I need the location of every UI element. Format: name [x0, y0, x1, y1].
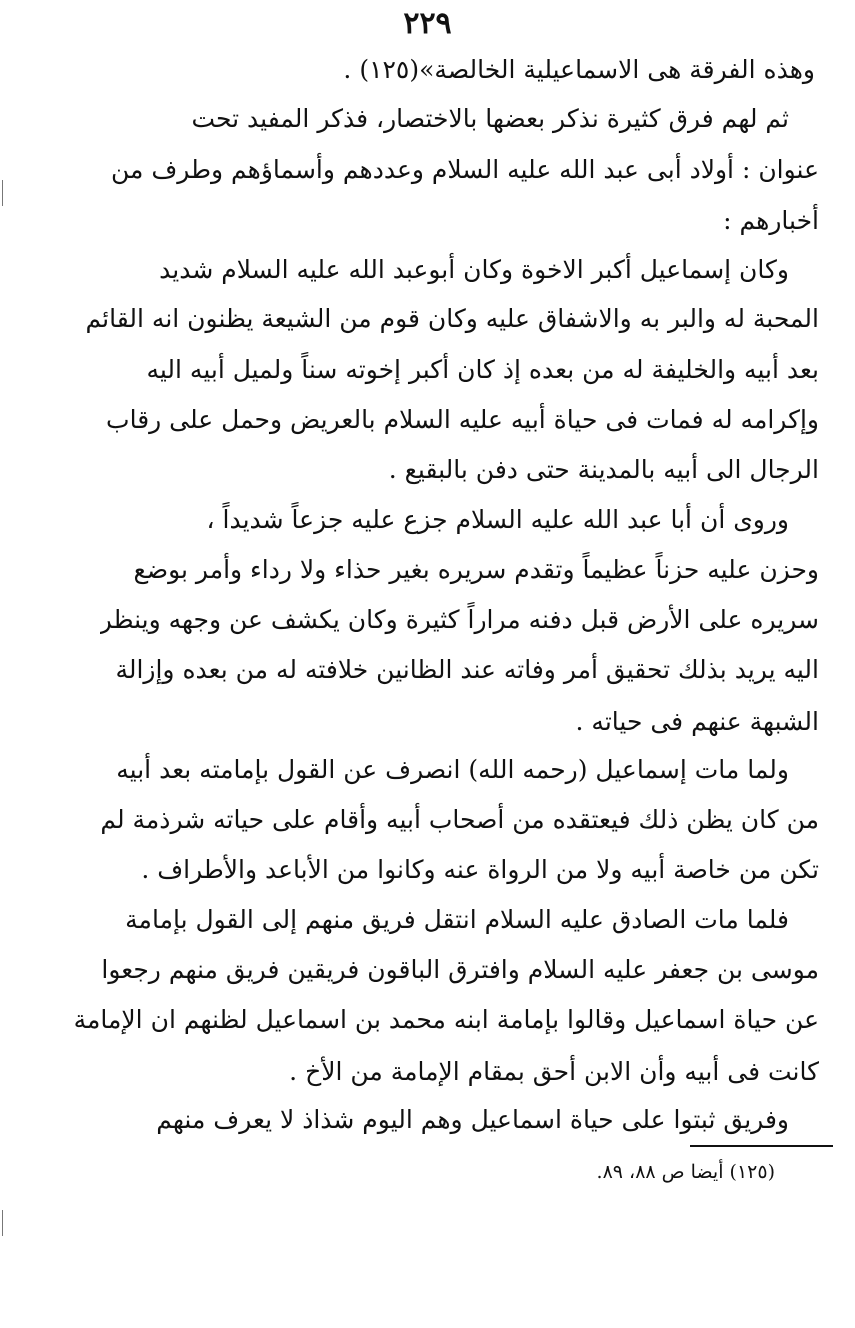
text-line: كانت فى أبيه وأن الابن أحق بمقام الإمامة من الأخ .: [289, 1057, 819, 1086]
text-line: من كان يظن ذلك فيعتقده من أصحاب أبيه وأقام على حياته شرذمة لم: [100, 805, 819, 834]
page-number: ٢٢٩: [403, 6, 452, 41]
text-line: الرجال الى أبيه بالمدينة حتى دفن بالبقيع .: [388, 455, 819, 484]
text-line: وكان إسماعيل أكبر الاخوة وكان أبوعبد الله عليه السلام شديد: [159, 255, 789, 284]
text-line: الشبهة عنهم فى حياته .: [575, 707, 819, 736]
text-line: بعد أبيه والخليفة له من بعده إذ كان أكبر إخوته سناً ولميل أبيه اليه: [146, 355, 819, 384]
text-line: المحبة له والبر به والاشفاق عليه وكان قوم من الشيعة يظنون انه القائم: [85, 304, 819, 333]
text-line: أخبارهم :: [723, 206, 819, 235]
text-line: وفريق ثبتوا على حياة اسماعيل وهم اليوم شذاذ لا يعرف منهم: [156, 1105, 789, 1134]
text-line: اليه يريد بذلك تحقيق أمر وفاته عند الظانين خلافته له من بعده وإزالة: [115, 655, 819, 684]
text-line: عنوان : أولاد أبى عبد الله عليه السلام وعددهم وأسماؤهم وطرف من: [111, 155, 819, 184]
text-line: موسى بن جعفر عليه السلام وافترق الباقون فريقين فريق منهم رجعوا: [101, 955, 819, 984]
text-line: عن حياة اسماعيل وقالوا بإمامة ابنه محمد بن اسماعيل لظنهم ان الإمامة: [73, 1005, 819, 1034]
text-line: فلما مات الصادق عليه السلام انتقل فريق منهم إلى القول بإمامة: [125, 905, 789, 934]
text-line: ثم لهم فرق كثيرة نذكر بعضها بالاختصار، فذكر المفيد تحت: [191, 104, 789, 133]
footnote-separator: [690, 1145, 833, 1147]
margin-mark: [2, 1210, 3, 1236]
text-line: تكن من خاصة أبيه ولا من الرواة عنه وكانوا من الأباعد والأطراف .: [141, 855, 819, 884]
text-line: ولما مات إسماعيل (رحمه الله) انصرف عن القول بإمامته بعد أبيه: [116, 755, 789, 784]
text-line: وإكرامه له فمات فى حياة أبيه عليه السلام بالعريض وحمل على رقاب: [106, 405, 819, 434]
text-line: وروى أن أبا عبد الله عليه السلام جزع عليه جزعاً شديداً ،: [206, 505, 789, 534]
text-line: وهذه الفرقة هى الاسماعيلية الخالصة»(١٢٥) .: [343, 55, 815, 84]
footnote: (١٢٥) أيضا ص ٨٨، ٨٩.: [596, 1161, 775, 1183]
text-line: وحزن عليه حزناً عظيماً وتقدم سريره بغير حذاء ولا رداء وأمر بوضع: [133, 555, 819, 584]
text-line: سريره على الأرض قبل دفنه مراراً كثيرة وكان يكشف عن وجهه وينظر: [99, 605, 819, 634]
margin-mark: [2, 180, 3, 206]
